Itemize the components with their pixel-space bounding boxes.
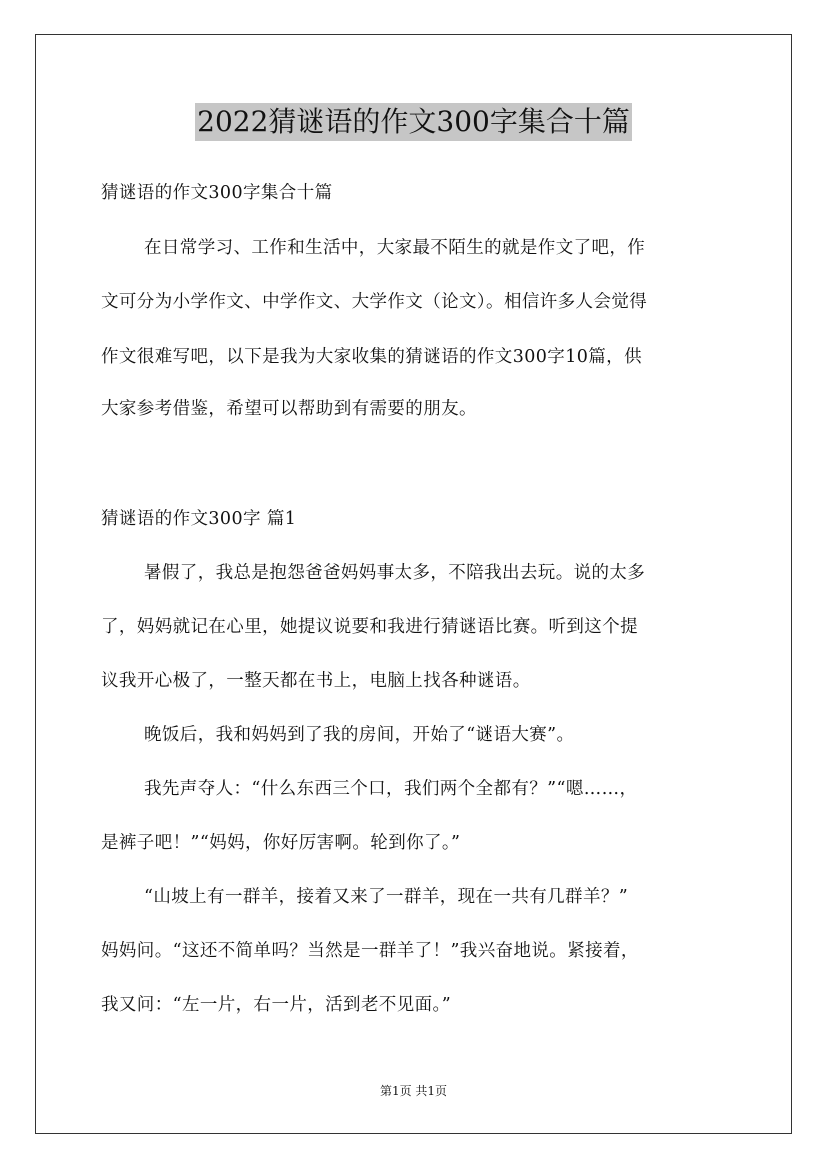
- paragraph-line: 了，妈妈就记在心里，她提议说要和我进行猜谜语比赛。听到这个提: [101, 617, 638, 637]
- document-title-wrap: [0, 103, 827, 141]
- document-subtitle: 猜谜语的作文300字集合十篇: [101, 183, 333, 203]
- intro-line: 作文很难写吧，以下是我为大家收集的猜谜语的作文300字10篇，供: [101, 347, 642, 367]
- intro-line: 大家参考借鉴，希望可以帮助到有需要的朋友。: [101, 399, 477, 419]
- intro-line: 在日常学习、工作和生活中，大家最不陌生的就是作文了吧，作: [144, 238, 646, 258]
- page-footer: 第1页 共1页: [379, 1084, 448, 1098]
- section-heading: 猜谜语的作文300字 篇1: [101, 509, 297, 529]
- paragraph-line: 我又问：“左一片，右一片，活到老不见面。”: [101, 995, 452, 1015]
- paragraph-line: 晚饭后，我和妈妈到了我的房间，开始了“谜语大赛”。: [144, 725, 575, 745]
- paragraph-line: 妈妈问。“这还不简单吗？当然是一群羊了！”我兴奋地说。紧接着，: [101, 941, 639, 961]
- document-title: 2022猜谜语的作文300字集合十篇: [195, 103, 632, 141]
- paragraph-line: 是裤子吧！”“妈妈，你好厉害啊。轮到你了。”: [101, 833, 461, 853]
- paragraph-line: 议我开心极了，一整天都在书上，电脑上找各种谜语。: [101, 671, 531, 691]
- paragraph-line: “山坡上有一群羊，接着又来了一群羊，现在一共有几群羊？”: [144, 887, 629, 907]
- paragraph-line: 我先声夺人：“什么东西三个口，我们两个全都有？”“嗯……，: [144, 779, 638, 799]
- paragraph-line: 暑假了，我总是抱怨爸爸妈妈事太多，不陪我出去玩。说的太多: [144, 563, 646, 583]
- intro-line: 文可分为小学作文、中学作文、大学作文（论文）。相信许多人会觉得: [101, 292, 648, 312]
